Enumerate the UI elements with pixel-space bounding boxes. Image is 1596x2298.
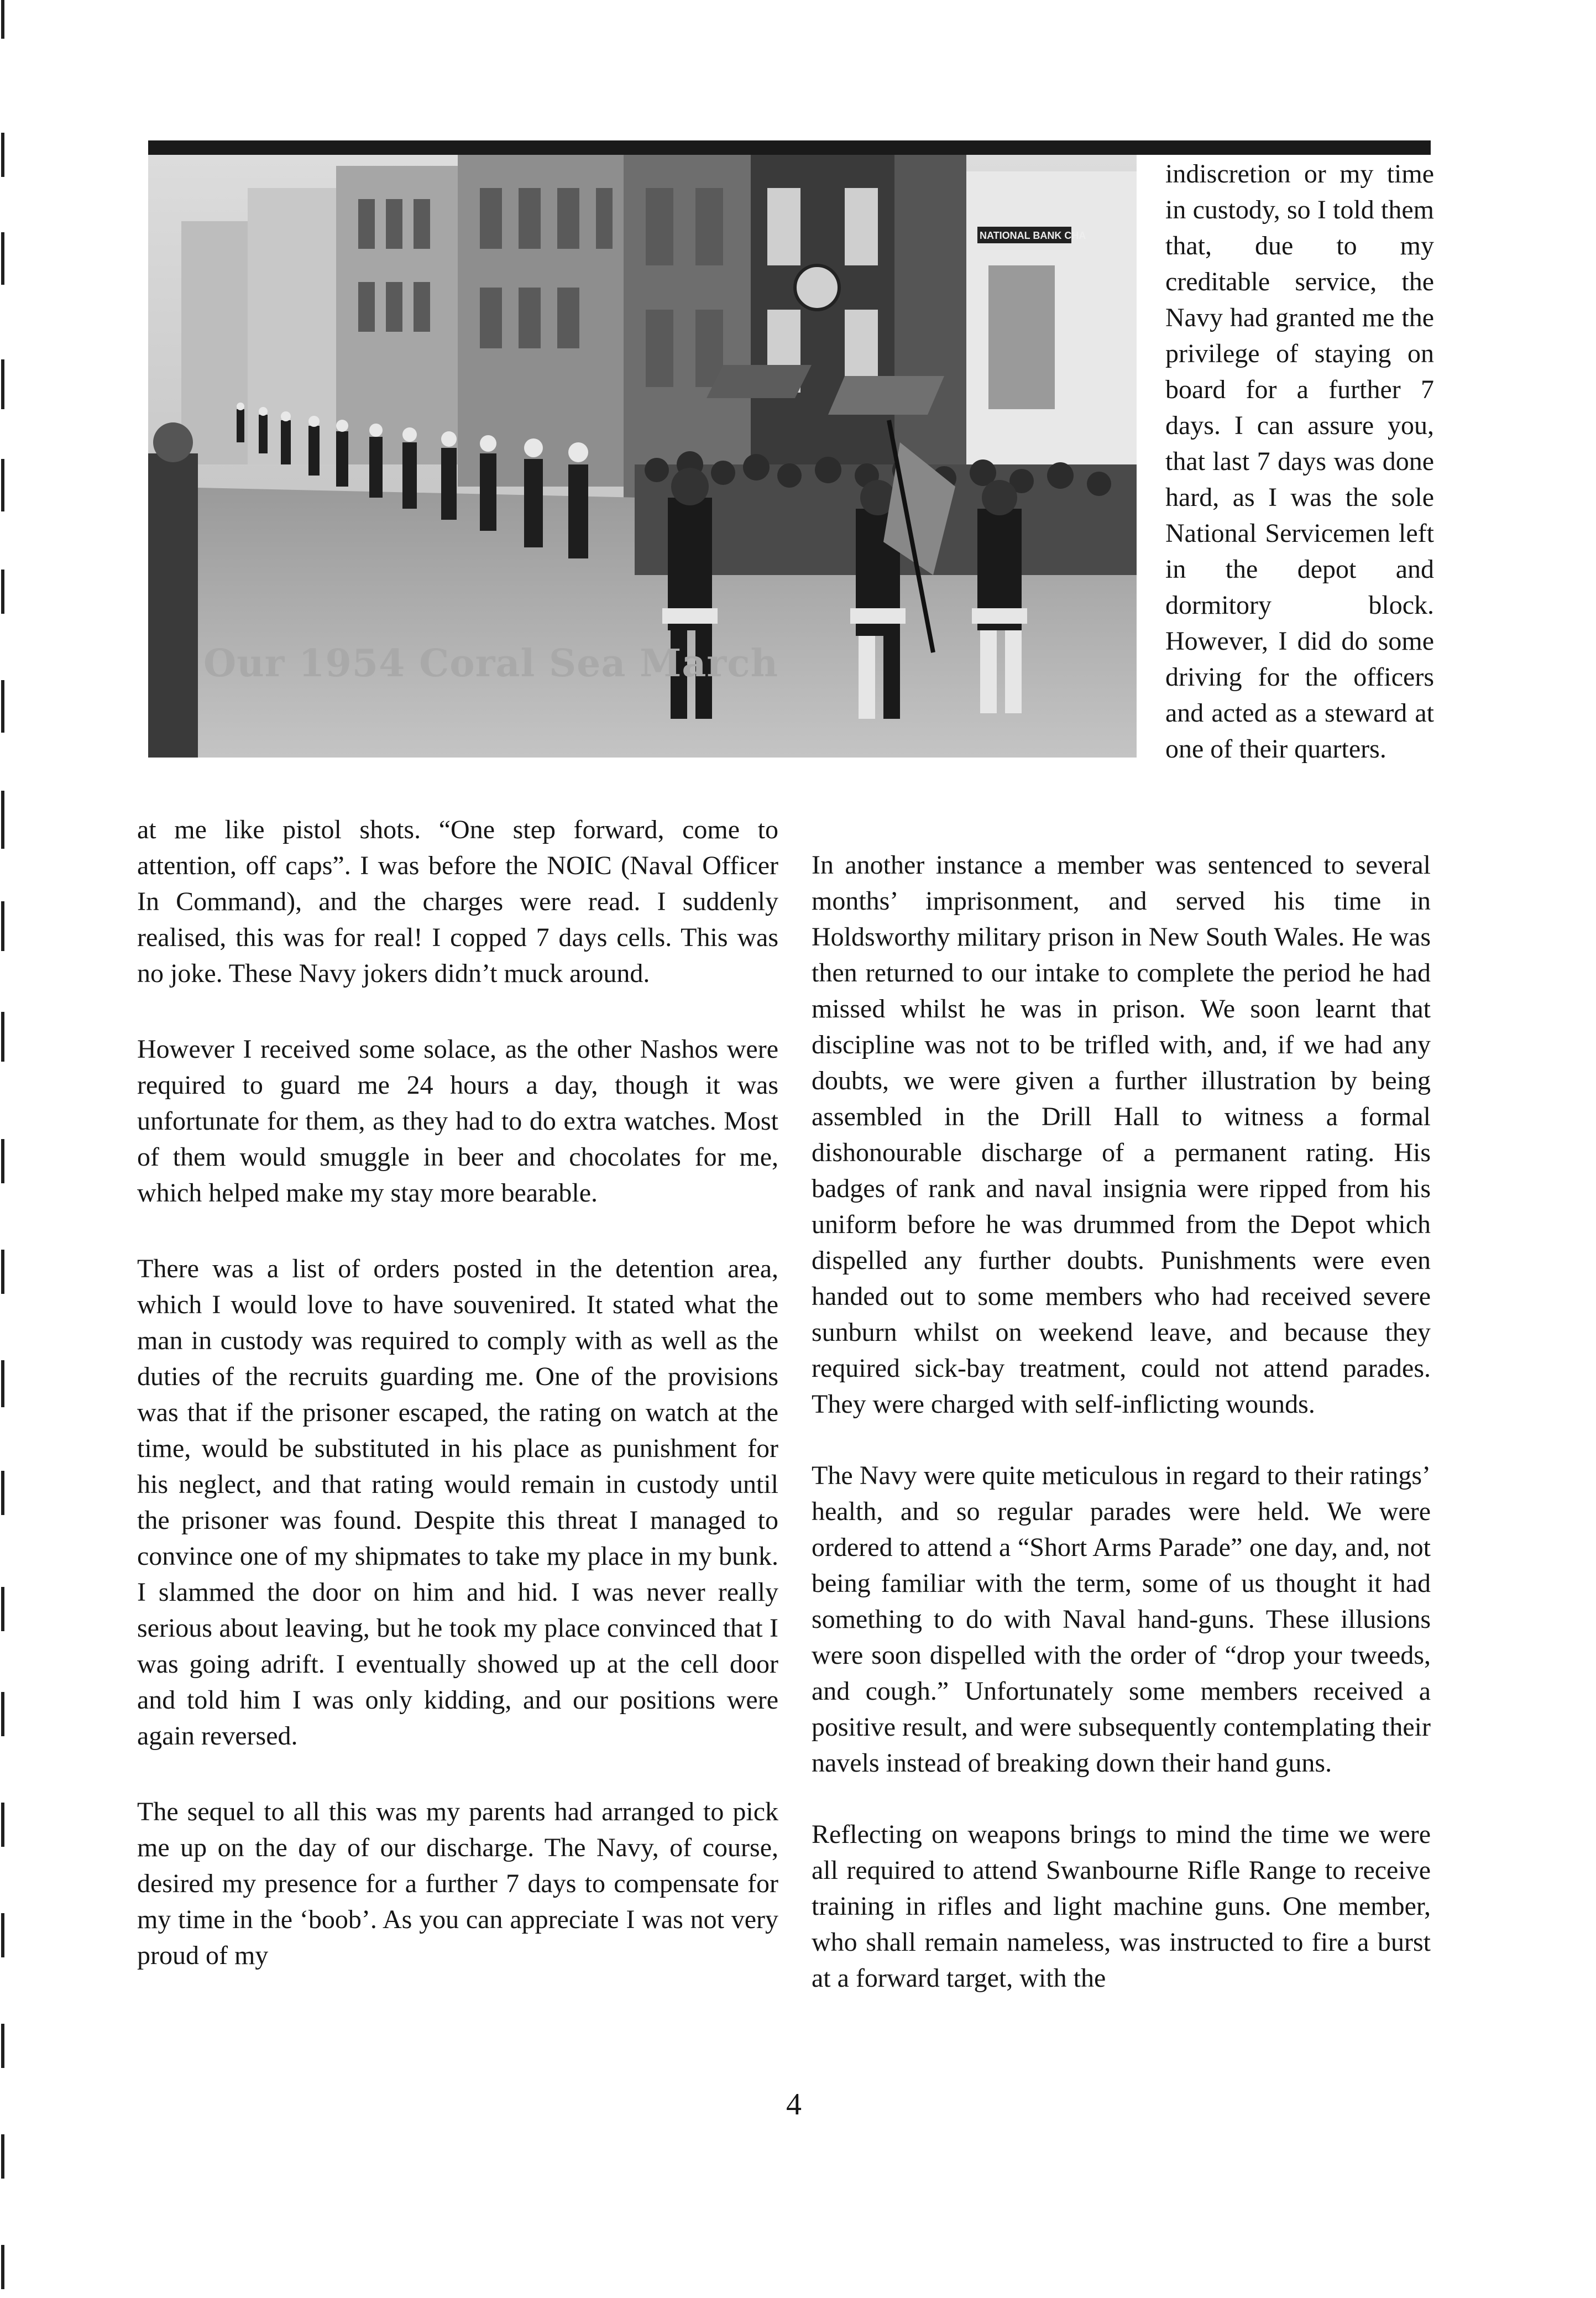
- paragraph: In another instance a member was sentenced to several months’ imprisonment, and served his time in Holdsworthy military prison in New South Wales. He was then returned to our intake to complete the period he had missed whilst he was in prison. We soon learnt that discipline was not to be trifled with, and, if we had any doubts, we were given a further illustration by being assembled in the Drill Hall to witness a formal dishonourable discharge of a permanent rating. His badges of rank and naval insignia were ripped from his uniform before he was drummed from the Depot which dispelled any further doubts. Punishments were even handed out to some members who had received severe sunburn whilst on weekend leave, and because they required sick-bay treatment, could not attend parades. They were charged with self-inflicting wounds.: [812, 850, 1431, 1419]
- left-column: [137, 812, 778, 1973]
- header-rule: [148, 140, 1431, 155]
- page-number: 4: [786, 2087, 802, 2122]
- paragraph: However I received some solace, as the other Nashos were required to guard me 24 hours a day, though it was unfortunate for them, as they had to do extra watches. Most of them would smuggle in beer and chocolates for me, which helped make my stay more bearable.: [137, 1035, 778, 1208]
- photo-caption: Our 1954 Coral Sea March: [203, 641, 779, 686]
- paragraph: The sequel to all this was my parents had arranged to pick me up on the day of our discharge. The Navy, of course, desired my presence for a further 7 days to compensate for my time in the ‘boob’. As you can appreciate I was not very proud of my: [137, 1797, 778, 1970]
- paragraph: Reflecting on weapons brings to mind the time we were all required to attend Swanbourne Rifle Range to receive training in rifles and light machine guns. One member, who shall remain nameless, was instructed to fire a burst at a forward target, with the: [812, 1820, 1431, 1993]
- paragraph: indiscretion or my time in custody, so I told them that, due to my creditable service, the Navy had granted me the privilege of staying on board for a further 7 days. I can assure you, that last 7 days was done hard, as I was the sole National Servicemen left in the depot and dormitory block. However, I did do some driving for the officers and acted as a steward at one of their quarters.: [1165, 159, 1434, 764]
- scan-margin-marks: [0, 0, 8, 2298]
- paragraph: at me like pistol shots. “One step forward, come to attention, off caps”. I was before the NOIC (Naval Officer In Command), and the charges were read. I suddenly realised, this was for real! I copped 7 days cells. This was no joke. These Navy jokers didn’t muck around.: [137, 815, 778, 988]
- paragraph: There was a list of orders posted in the detention area, which I would love to have souvenired. It stated what the man in custody was required to comply with as well as the duties of the recruits guarding me. One of the provisions was that if the prisoner escaped, the rating on watch at the time, would be substituted in his place as punishment for his neglect, and that rating would remain in custody until the prisoner was found. Despite this threat I managed to convince one of my shipmates to take my place in my bunk. I slammed the door on him and hid. I was never really serious about leaving, but he took my place convinced that I was going adrift. I eventually showed up at the cell door and told him I was only kidding, and our positions were again reversed.: [137, 1254, 778, 1751]
- right-column-top: [1165, 156, 1434, 767]
- street-parade-photo: [148, 155, 1137, 758]
- right-column: [812, 847, 1431, 1996]
- paragraph: The Navy were quite meticulous in regard to their ratings’ health, and so regular parades were held. We were ordered to attend a “Short Arms Parade” one day, and, not being familiar with the term, some of us thought it had something to do with Naval hand-guns. These illusions were soon dispelled with the order of “drop your tweeds, and cough.” Unfortunately some members received a positive result, and were subsequently contemplating their navels instead of breaking down their hand guns.: [812, 1461, 1431, 1778]
- bank-sign-text: NATIONAL BANK CHA: [980, 230, 1086, 241]
